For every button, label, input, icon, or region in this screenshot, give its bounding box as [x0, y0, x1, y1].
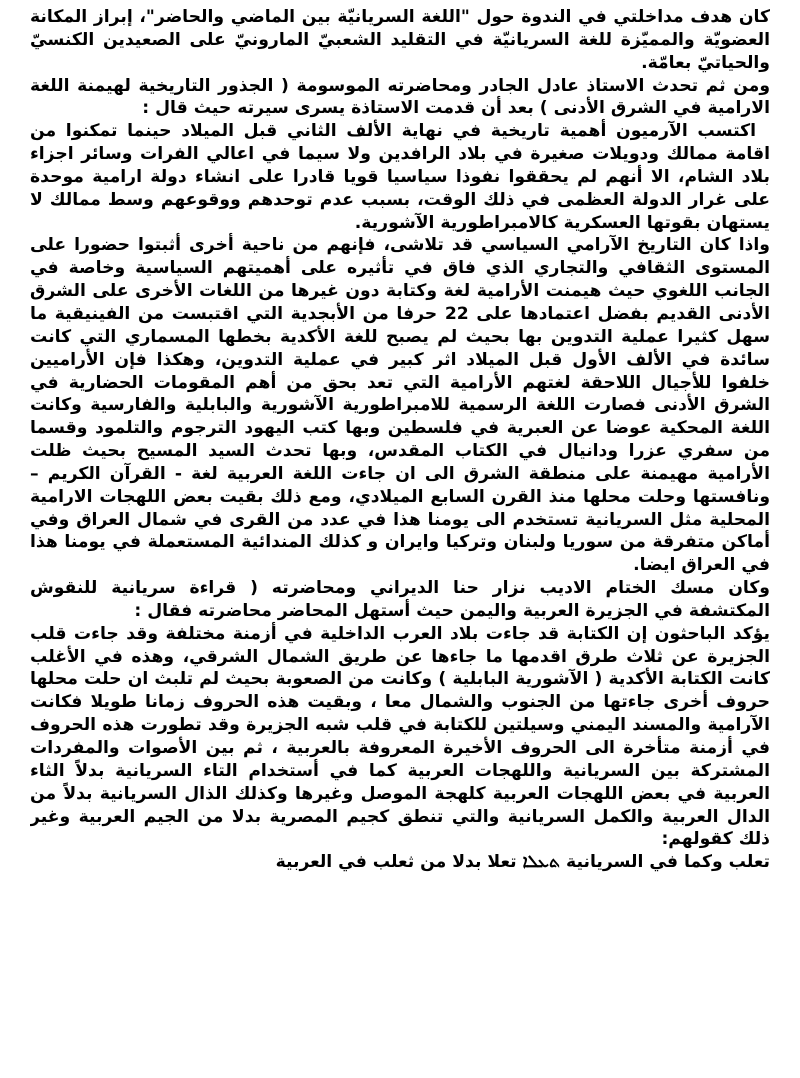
paragraph-arameans-history: اكتسب الآرميون أهمية تاريخية في نهاية الألف الثاني قبل الميلاد حينما تمكنوا من اقامة ممالك ودويلات صغيرة في بلاد الرافدين ولا سيما في اعالي الفرات وسائر اجزاء بلاد الشام، الا أنهم لم يحققوا نفوذا سياسيا قويا قادرا على انشاء دولة ارامية موحدة على غرار الدولة العظمى في ذلك الوقت، بسبب عدم توحدهم ووقوعهم وسط ممالك لا يستهان بقوتها العسكرية كالامبراطورية الآشورية. [30, 121, 770, 233]
document-page [30, 6, 770, 1074]
paragraph-second-lecture: ومن ثم تحدث الاستاذ عادل الجادر ومحاضرته الموسومة ( الجذور التاريخية لهيمنة اللغة الارامية في الشرق الأدنى ) بعد أن قدمت الاستاذة يسرى سيرته حيث قال : [30, 75, 770, 119]
paragraph-closing-lecture: وكان مسك الختام الاديب نزار حنا الديراني ومحاضرته ( قراءة سريانية للنقوش المكتشفة في الجزيرة العربية واليمن حيث أستهل المحاضر محاضرته فقال : [30, 578, 770, 621]
paragraph-intro: كان هدف مداخلتي في الندوة حول "اللغة السريانيّة بين الماضي والحاضر"، إبراز المكانة العضويّة والمميّزة للغة السريانيّة في التقليد الشعبيّ المارونيّ على الصعيدين الكنسيّ والحياتيّ بعامّة. [30, 7, 770, 73]
paragraph-example: تعلب وكما في السريانية ܬܥܠܐ تعلا بدلا من ثعلب في العربية [275, 852, 770, 873]
paragraph-writing-origins: يؤكد الباحثون إن الكتابة قد جاءت بلاد العرب الداخلية في أزمنة مختلفة وقد جاءت قلب الجزيرة عن ثلاث طرق اقدمها ما جاءها عن طريق الشمال الشرقي، وهذه في الأغلب كانت الكتابة الأكدية ( الآشورية البابلية ) وكانت من الصعوبة بحيث لم تلبث ان حلت محلها حروف أخرى جاءتها من الجنوب والشمال معا ، وبقيت هذه الحروف زمانا طويلا فكانت الآرامية والمسند اليمني وسيلتين للكتابة في قلب شبه الجزيرة وقد تطورت هذه الحروف في أزمنة متأخرة الى الحروف الأخيرة المعروفة بالعربية ، ثم بين الأصوات والمفردات المشتركة بين السريانية واللهجات العربية كما في أستخدام التاء السريانية بدلاً الثاء العربية في بعض اللهجات العربية كلهجة الموصل وغيرها وكذلك الذال السريانية بدلاً من الدال العربية والكمل السريانية والتي تنطق كجيم المصرية بدلا من الجيم العربية وغير ذلك كقولهم: [30, 623, 770, 850]
paragraph-aramaic-language: واذا كان التاريخ الآرامي السياسي قد تلاشى، فإنهم من ناحية أخرى أثبتوا حضورا على المستوى الثقافي والتجاري الذي فاق في تأثيره على أهميتهم السياسية وخاصة في الجانب اللغوي حيث هيمنت الأرامية لغة وكتابة دون غيرها من اللغات الأخرى على الشرق الأدنى القديم بفضل اعتمادها على 22 حرفا من الأبجدية التي اقتبست من الفينيقية ما سهل كثيرا عملية التدوين بها بحيث لم يصبح للغة الأكدية بخطها المسماري التي كانت سائدة في الألف الأول قبل الميلاد اثر كبير في عملية التدوين، وهكذا فإن الأراميين خلفوا للأجيال اللاحقة لغتهم الأرامية التي تعد بحق من أهم المقومات الحضارية في الشرق الأدنى فصارت اللغة الرسمية للامبراطورية الآشورية والبابلية والفارسية وكانت اللغة المحكية عوضا عن العبرية في فلسطين وبها كتب اليهود الترجوم والتلمود وقسما من سفري عزرا ودانيال في الكتاب المقدس، وبها تحدث السيد المسيح بحيث ظلت الأرامية مهيمنة على منطقة الشرق الى ان جاءت اللغة العربية لغة - القرآن الكريم – ونافستها وحلت محلها منذ القرن السابع الميلادي، ومع ذلك بقيت بعض اللهجات الارامية المحلية مثل السريانية تستخدم الى يومنا هذا في عدد من القرى في شمال العراق وفي أماكن متفرقة من سوريا ولبنان وتركيا وايران و كذلك المندائية المستعملة في يومنا هذا في العراق ايضا. [30, 235, 770, 576]
